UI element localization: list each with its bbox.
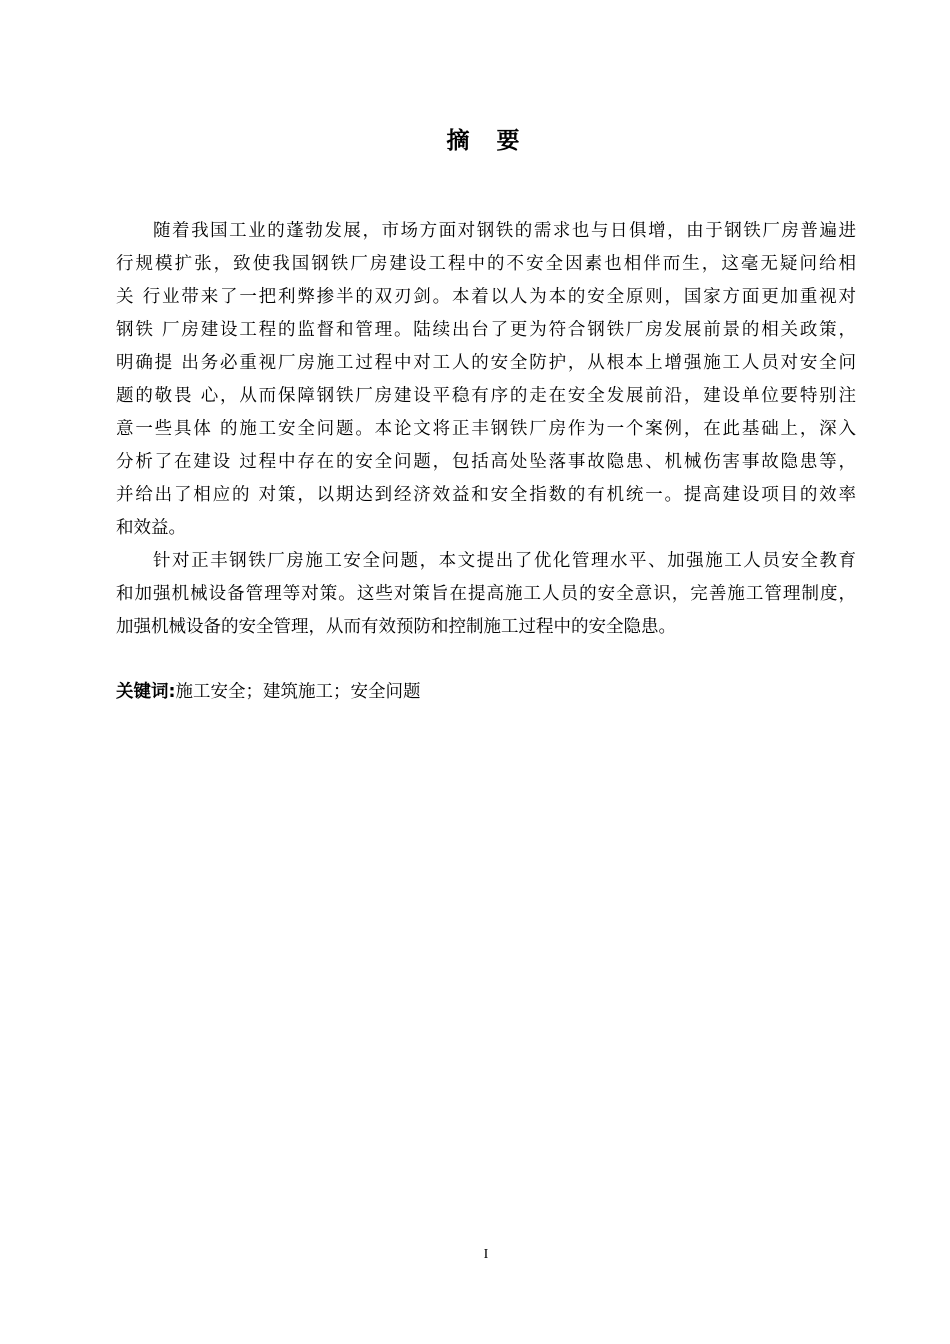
- page-title: [0, 122, 950, 155]
- keywords-label: 关键词:: [116, 682, 176, 702]
- text-line: 钢铁 厂房建设工程的监督和管理。陆续出台了更为符合钢铁厂房发展前景的相关政策，: [116, 320, 856, 340]
- keywords-line: [116, 677, 421, 707]
- text-line: 加强机械设备的安全管理，从而有效预防和控制施工过程中的安全隐患。: [116, 617, 676, 637]
- text-line: 随着我国工业的蓬勃发展，市场方面对钢铁的需求也与日俱增，由于钢铁厂房普遍进: [153, 221, 856, 241]
- text-line: 针对正丰钢铁厂房施工安全问题，本文提出了优化管理水平、加强施工人员安全教育: [153, 551, 856, 571]
- abstract-body: [116, 215, 856, 644]
- text-line: 行规模扩张，致使我国钢铁厂房建设工程中的不安全因素也相伴而生，这毫无疑问给相: [116, 254, 856, 274]
- text-line: 并给出了相应的 对策，以期达到经济效益和安全指数的有机统一。提高建设项目的效率: [116, 485, 856, 505]
- page-number: I: [483, 1247, 489, 1262]
- text-line: 和效益。: [116, 518, 186, 538]
- text-line: 分析了在建设 过程中存在的安全问题，包括高处坠落事故隐患、机械伤害事故隐患等，: [116, 452, 856, 472]
- abstract-paragraph-1: [116, 215, 856, 545]
- text-line: 关 行业带来了一把利弊掺半的双刃剑。本着以人为本的安全原则，国家方面更加重视对: [116, 287, 856, 307]
- text-line: 题的敬畏 心，从而保障钢铁厂房建设平稳有序的走在安全发展前沿，建设单位要特别注: [116, 386, 856, 406]
- text-line: 明确提 出务必重视厂房施工过程中对工人的安全防护，从根本上增强施工人员对安全问: [116, 353, 856, 373]
- page-title-char: 要: [496, 128, 520, 154]
- keywords-value: 施工安全；建筑施工；安全问题: [175, 682, 421, 702]
- text-line: 意一些具体 的施工安全问题。本论文将正丰钢铁厂房作为一个案例，在此基础上，深入: [116, 419, 856, 439]
- text-line: 和加强机械设备管理等对策。这些对策旨在提高施工人员的安全意识，完善施工管理制度，: [116, 584, 856, 604]
- abstract-paragraph-2: [116, 545, 856, 644]
- page-title-char: 摘: [446, 128, 470, 154]
